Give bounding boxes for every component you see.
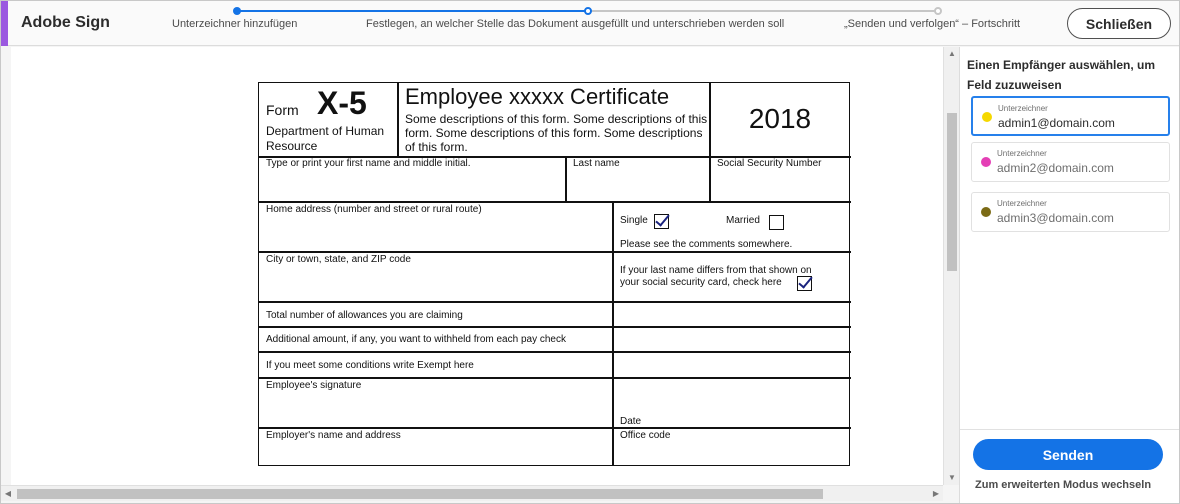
form-year: 2018 [748, 103, 812, 134]
send-button[interactable]: Senden [973, 439, 1163, 470]
form-number: X-5 [317, 85, 367, 121]
employer-label: Employer's name and address [266, 430, 401, 441]
row-line-3 [259, 251, 851, 253]
row-line-7 [259, 377, 851, 379]
recipient-color-dot-1 [982, 112, 992, 122]
recipient-color-dot-3 [981, 207, 991, 217]
progress-line-pending [588, 10, 938, 12]
step-3-label[interactable]: „Senden und verfolgen“ – Fortschritt [844, 18, 1021, 30]
row-line-5 [259, 326, 851, 328]
recipient-card-3[interactable] [971, 192, 1170, 232]
comments-note: Please see the comments somewhere. [620, 239, 793, 250]
scroll-up-icon[interactable]: ▲ [948, 49, 956, 58]
scroll-left-icon[interactable]: ◀ [4, 489, 12, 498]
department-name: Department of Human Resource [266, 124, 385, 153]
scroll-down-icon[interactable]: ▼ [948, 473, 956, 482]
married-checkbox[interactable] [769, 215, 784, 230]
panel-heading: Einen Empfänger auswählen, um Feld zuzuweisen [967, 58, 1156, 92]
recipient-card-2[interactable] [971, 142, 1170, 182]
date-label: Date [620, 416, 642, 427]
form-title: Employee xxxxx Certificate [405, 84, 670, 109]
step-2-dot [584, 7, 592, 15]
recipient-email-3: admin3@domain.com [997, 211, 1114, 225]
last-name-label: Last name [573, 158, 620, 169]
home-address-label: Home address (number and street or rural route) [266, 204, 482, 215]
name-differs-checkbox[interactable] [797, 276, 812, 291]
form-description: Some descriptions of this form. Some descriptions of this form. Some descriptions of this form. Some descriptions of this form. [405, 112, 708, 154]
recipient-panel [959, 47, 1179, 503]
additional-amount-label: Additional amount, if any, you want to withheld from each pay check [266, 334, 566, 345]
row-line-8 [259, 427, 851, 429]
header-divider-1 [397, 83, 399, 157]
first-name-label: Type or print your first name and middle initial. [266, 158, 471, 169]
step-1-label[interactable]: Unterzeichner hinzufügen [172, 18, 298, 30]
advanced-mode-link[interactable]: Zum erweiterten Modus wechseln [975, 479, 1152, 491]
form-word: Form [266, 102, 299, 118]
panel-divider [960, 429, 1180, 430]
city-label: City or town, state, and ZIP code [266, 254, 411, 265]
recipient-role-2: Unterzeichner [997, 149, 1047, 158]
step-2-label[interactable]: Festlegen, an welcher Stelle das Dokument ausgefüllt und unterschrieben werden soll [366, 18, 785, 30]
single-checkbox[interactable] [654, 214, 669, 229]
recipient-email-2: admin2@domain.com [997, 161, 1114, 175]
horizontal-scroll-thumb[interactable] [17, 489, 823, 499]
office-code-label: Office code [620, 430, 671, 441]
allowances-label: Total number of allowances you are claiming [266, 310, 463, 321]
app-title: Adobe Sign [21, 14, 110, 31]
name-differs-label: If your last name differs from that shown on your social security card, check here [620, 265, 812, 288]
close-button[interactable]: Schließen [1067, 8, 1171, 39]
ssn-label: Social Security Number [717, 158, 822, 169]
step-1-dot [233, 7, 241, 15]
exempt-label: If you meet some conditions write Exempt here [266, 360, 474, 371]
row-line-4 [259, 301, 851, 303]
top-bar [1, 1, 1179, 46]
recipient-email-1: admin1@domain.com [998, 116, 1115, 130]
form-x5 [258, 82, 850, 466]
vertical-scrollbar[interactable] [943, 47, 959, 485]
brand-stripe [1, 1, 8, 46]
recipient-role-1: Unterzeichner [998, 104, 1048, 113]
vertical-scroll-thumb[interactable] [947, 113, 957, 271]
row-line-6 [259, 351, 851, 353]
single-label: Single [620, 215, 648, 226]
name-divider-1 [565, 157, 567, 202]
scroll-right-icon[interactable]: ▶ [932, 489, 940, 498]
row-line-2 [259, 201, 851, 203]
recipient-card-1[interactable] [971, 96, 1170, 136]
progress-line-completed [237, 10, 588, 12]
recipient-color-dot-2 [981, 157, 991, 167]
horizontal-scrollbar[interactable] [1, 485, 943, 501]
recipient-role-3: Unterzeichner [997, 199, 1047, 208]
name-divider-2 [709, 157, 711, 202]
married-label: Married [726, 215, 760, 226]
employee-signature-label: Employee's signature [266, 380, 362, 391]
step-3-dot [934, 7, 942, 15]
